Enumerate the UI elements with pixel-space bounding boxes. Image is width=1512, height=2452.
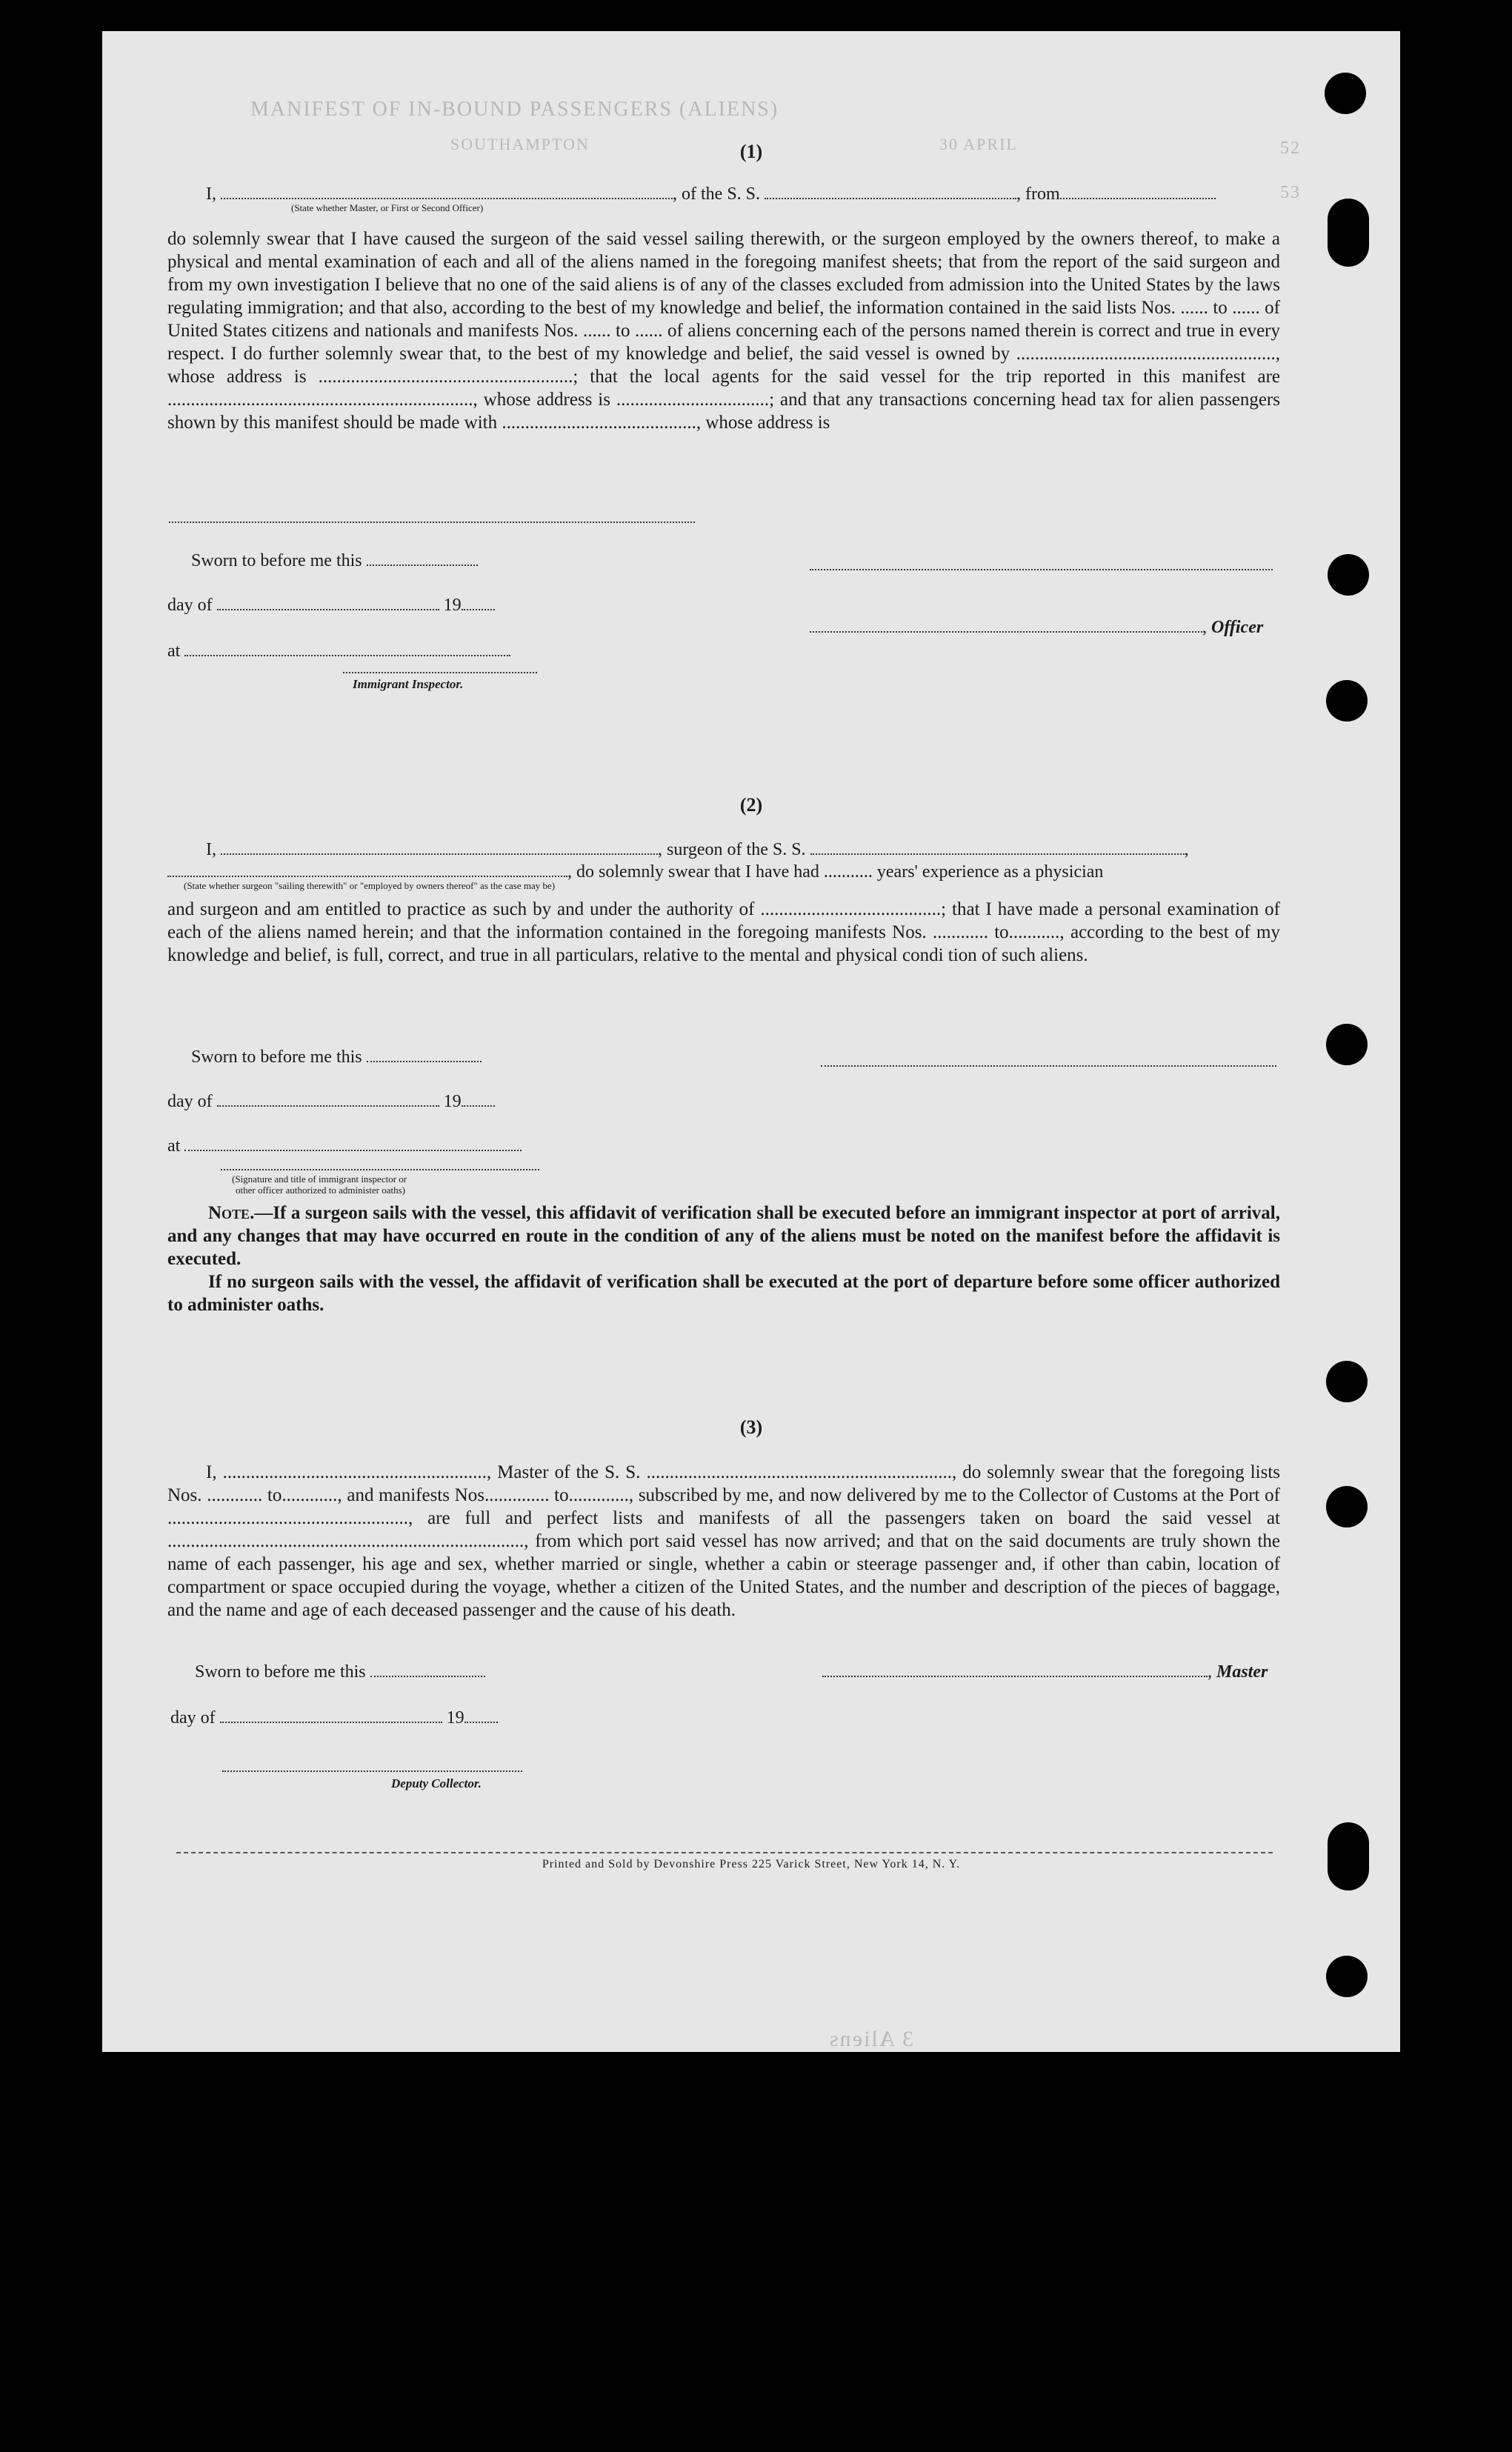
section-1-inspector-caption: Immigrant Inspector. bbox=[353, 677, 464, 691]
bleed-through-aliens: 3 Aliens bbox=[828, 2027, 914, 2051]
section-2-sworn-label: Sworn to before me this bbox=[191, 1047, 362, 1067]
binder-hole-6 bbox=[1326, 1361, 1368, 1402]
section-2-oath-text: and surgeon and am entitled to practice as such by and under the authority of .......................................; that I have made a personal examination of each of the aliens named herein; and that the information contained in the foregoing manifests Nos. ............ to..........., according to the best of my knowledge and belief, is full, correct, and true in all particulars, relative to the mental and physical condi tion of such aliens. bbox=[167, 899, 1280, 965]
section-3-deputy-caption: Deputy Collector. bbox=[391, 1776, 482, 1790]
binder-hole-3 bbox=[1328, 554, 1369, 596]
section-1-day-label: day of bbox=[167, 596, 213, 615]
section-3-number: (3) bbox=[739, 1416, 763, 1438]
section-2-signature-line bbox=[821, 1065, 1276, 1067]
section-1-i-label: I, bbox=[206, 184, 221, 204]
bleed-through-title: MANIFEST OF IN-BOUND PASSENGERS (ALIENS) bbox=[250, 98, 779, 121]
binder-hole-5 bbox=[1326, 1024, 1368, 1065]
binder-hole-8 bbox=[1328, 1822, 1369, 1890]
section-3-day-line bbox=[170, 1707, 498, 1728]
section-2-note bbox=[167, 1202, 1280, 1270]
section-3-master-label: Master bbox=[1216, 1662, 1268, 1682]
section-2-day-label: day of bbox=[167, 1092, 213, 1111]
section-1-inspector-signature-line bbox=[343, 672, 537, 673]
section-1-number: (1) bbox=[739, 141, 763, 162]
binder-hole-1 bbox=[1325, 73, 1366, 114]
printer-imprint: Printed and Sold by Devonshire Press 225 Varick Street, New York 14, N. Y. bbox=[542, 1858, 961, 1870]
section-2-signature-caption-1: (Signature and title of immigrant inspector or bbox=[232, 1173, 407, 1185]
section-3-oath-text: I, ........................................................., Master of the S. S. .................................................................., do solemnly swear that the foregoing lists Nos. ............ to............, and manifests Nos.............. to............., subscribed by me, and now delivered by me to the Collector of Customs at the Port of ...................................................., are full and perfect lists and manifests of all the passengers taken on board the said vessel at ............................................................................., from which port said vessel has now arrived; and that on the said documents are truly shown the name of each passenger, his age and sex, whether married or single, whether a cabin or steerage passenger and, if other than cabin, location of compartment or space occupied during the voyage, whether a citizen of the United States, and the number and description of the pieces of baggage, and the name and age of each deceased passenger and the cause of his death. bbox=[167, 1462, 1280, 1620]
section-3-year-label: 19 bbox=[446, 1708, 464, 1728]
section-1-officer-caption: (State whether Master, or First or Second Officer) bbox=[291, 202, 484, 213]
section-3-day-label: day of bbox=[170, 1708, 216, 1728]
section-1-sworn-line bbox=[191, 550, 478, 571]
document-page bbox=[102, 31, 1400, 2052]
section-2-surgeon-caption: (State whether surgeon "sailing therewith" or "employed by owners thereof" as the case may be) bbox=[184, 880, 556, 891]
section-1-whose-address-line bbox=[169, 507, 695, 528]
binder-hole-4 bbox=[1326, 680, 1368, 722]
section-1-at-line bbox=[167, 640, 510, 662]
bleed-through-number-2: 53 bbox=[1280, 183, 1301, 202]
section-1-day-line bbox=[167, 594, 495, 616]
section-1-opening-line bbox=[206, 183, 1216, 204]
section-2-note-second: If no surgeon sails with the vessel, the affidavit of verification shall be executed at the port of departure before some officer authorized to administer oaths. bbox=[167, 1272, 1280, 1315]
section-2-opening-line: I, , surgeon of the S. S. , bbox=[206, 840, 1189, 859]
section-2-experience-label: , do solemnly swear that I have had ........... years' experience as a physician bbox=[567, 862, 1104, 882]
section-1-signature-line bbox=[810, 569, 1273, 570]
section-1-oath-text: do solemnly swear that I have caused the surgeon of the said vessel sailing therewith, or the surgeon employed by the owners thereof, to make a physical and mental examination of each and all of the aliens named in the foregoing manifest sheets; that from the report of the said surgeon and from my own investigation I believe that no one of the said aliens is of any of the classes excluded from admission into the United States by the laws regulating immigration; and that also, according to the best of my knowledge and belief, the information contained in the said lists Nos. ...... to ...... of United States citizens and nationals and manifests Nos. ...... to ...... of aliens concerning each of the persons named therein is correct and true in every respect. I do further solemnly swear that, to the best of my knowledge and belief, the said vessel is owned by ........................................................, whose address is .......................................................; that the local agents for the said vessel for the trip reported in this manifest are .................................................................., whose address is .................................; and that any transactions concerning head tax for alien passengers shown by this manifest should be made with .........................................., whose address is bbox=[167, 229, 1280, 433]
section-2-at-line bbox=[167, 1135, 522, 1156]
section-3-master-line: , Master bbox=[822, 1661, 1268, 1682]
section-3-deputy-signature-line bbox=[222, 1770, 522, 1772]
binder-hole-7 bbox=[1326, 1486, 1368, 1527]
section-2-day-line bbox=[167, 1090, 495, 1112]
section-1-ship-label: , of the S. S. bbox=[673, 184, 765, 204]
bleed-through-port: SOUTHAMPTON bbox=[450, 135, 590, 153]
section-2-note-text: —If a surgeon sails with the vessel, this affidavit of verification shall be executed before an immigrant inspector at port of arrival, and any changes that may have occurred en route in the condition of any of the aliens must be noted on the manifest before the affidavit is executed. bbox=[167, 1203, 1280, 1269]
footer-rule bbox=[176, 1852, 1273, 1853]
bleed-through-number-1: 52 bbox=[1280, 139, 1301, 158]
binder-hole-9 bbox=[1326, 1956, 1368, 1997]
section-2-year-label: 19 bbox=[443, 1092, 462, 1111]
section-1-officer-line: , Officer bbox=[810, 616, 1263, 638]
section-2-ship-label: , surgeon of the S. S. bbox=[658, 840, 810, 859]
bleed-through-date: 30 APRIL bbox=[939, 135, 1018, 153]
section-3-sworn-line bbox=[195, 1661, 485, 1682]
section-1-at-label: at bbox=[167, 642, 181, 661]
section-1-officer-label: Officer bbox=[1211, 618, 1264, 637]
section-2-signature-caption-2: other officer authorized to administer oaths) bbox=[236, 1185, 405, 1196]
section-2-surgeon-line bbox=[167, 861, 1103, 882]
section-1-year-label: 19 bbox=[443, 596, 462, 615]
section-2-sworn-line bbox=[191, 1046, 482, 1067]
section-2-inspector-signature-line bbox=[221, 1169, 539, 1170]
section-2-at-label: at bbox=[167, 1136, 181, 1156]
binder-hole-2 bbox=[1328, 199, 1369, 267]
section-1-from-label: , from bbox=[1016, 184, 1060, 204]
section-2-note-label: Note. bbox=[208, 1203, 255, 1223]
section-2-number: (2) bbox=[739, 794, 763, 816]
section-1-sworn-label: Sworn to before me this bbox=[191, 551, 362, 570]
section-3-sworn-label: Sworn to before me this bbox=[195, 1662, 366, 1682]
section-2-i-label: I, bbox=[206, 840, 221, 859]
